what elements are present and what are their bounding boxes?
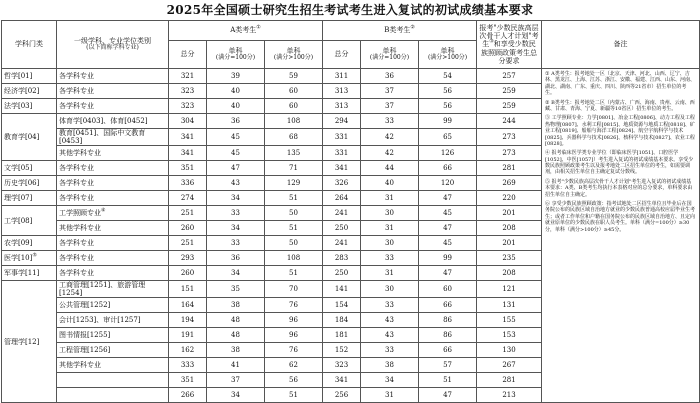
header-major-line1: 一级学科、专业学位类别 — [74, 37, 151, 46]
b-total-cell: 294 — [323, 114, 361, 129]
b-single-100-cell: 33 — [361, 298, 419, 313]
b-total-cell: 313 — [323, 84, 361, 99]
b-single-over-cell: 54 — [419, 69, 477, 84]
major-cell: 各学科专业 — [57, 84, 169, 99]
header-b-group — [323, 21, 477, 41]
major-cell: 各学科专业 — [57, 266, 169, 281]
special-total-cell: 153 — [477, 328, 542, 343]
b-single-over-cell: 57 — [419, 358, 477, 373]
b-single-100-cell: 43 — [361, 328, 419, 343]
a-single-100-cell: 35 — [207, 281, 265, 298]
b-single-100-cell: 37 — [361, 84, 419, 99]
header-discipline: 学科门类 — [2, 21, 57, 69]
a-total-cell: 351 — [169, 161, 207, 176]
a-total-cell: 266 — [169, 388, 207, 403]
b-total-cell: 283 — [323, 251, 361, 266]
special-total-cell: 130 — [477, 343, 542, 358]
a-single-100-cell: 34 — [207, 266, 265, 281]
major-cell — [57, 373, 169, 388]
a-single-over-cell: 51 — [265, 388, 323, 403]
major-cell: 体育学[0403]、体育[0452] — [57, 114, 169, 129]
major-cell: 其他学科专业 — [57, 358, 169, 373]
a-total-cell: 194 — [169, 313, 207, 328]
discipline-cell: 理学[07] — [2, 191, 57, 206]
a-total-cell: 321 — [169, 69, 207, 84]
a-single-over-cell: 108 — [265, 114, 323, 129]
discipline-cell: 管理学[12] — [2, 281, 57, 403]
header-b-single-100-sub: (满分=100分) — [369, 54, 410, 62]
special-total-cell: 281 — [477, 373, 542, 388]
a-single-100-cell: 45 — [207, 129, 265, 146]
a-total-cell: 274 — [169, 191, 207, 206]
a-single-100-cell: 47 — [207, 161, 265, 176]
b-total-cell: 250 — [323, 266, 361, 281]
a-total-cell: 162 — [169, 343, 207, 358]
header-row-top — [2, 21, 700, 41]
header-major-line2: (以下简称学科专业) — [86, 44, 139, 52]
header-a-group — [169, 21, 323, 41]
header-a-single-100-sub: (满分=100分) — [215, 54, 256, 62]
special-total-cell: 269 — [477, 176, 542, 191]
special-total-cell: 201 — [477, 206, 542, 221]
major-cell: 各学科专业 — [57, 69, 169, 84]
b-single-100-cell: 30 — [361, 281, 419, 298]
b-single-over-cell: 66 — [419, 298, 477, 313]
header-b-single-100-label: 单科 — [382, 47, 397, 56]
b-single-over-cell: 99 — [419, 251, 477, 266]
major-cell: 各学科专业 — [57, 236, 169, 251]
a-single-over-cell: 108 — [265, 251, 323, 266]
a-single-over-cell: 50 — [265, 236, 323, 251]
major-cell: 工程管理[1256] — [57, 343, 169, 358]
special-total-cell: 281 — [477, 161, 542, 176]
discipline-cell: 农学[09] — [2, 236, 57, 251]
note-2: ② B类考生：报考地处二区（内蒙古、广西、海南、贵州、云南、西藏、甘肃、青海、宁夏、新疆等10省区）招生单位的考生。 — [545, 99, 695, 112]
a-total-cell: 191 — [169, 328, 207, 343]
major-label: 工学照顾专业 — [59, 209, 101, 218]
header-a-single-over — [265, 41, 323, 69]
header-b-single-over — [419, 41, 477, 69]
b-single-100-cell: 30 — [361, 236, 419, 251]
note-5: ⑤ 报考"少数民族高层次骨干人才计划"考生进入复试的初试成绩基本要求：A类、B类考生均执行本表格对应的总分要求，单科要求由招生单位自主确定。 — [545, 178, 693, 198]
special-total-cell: 259 — [477, 84, 542, 99]
header-a-single-over-label: 单科 — [286, 47, 301, 56]
major-cell — [57, 388, 169, 403]
header-b-single-100 — [361, 41, 419, 69]
special-total-cell: 267 — [477, 358, 542, 373]
header-a-total: 总分 — [169, 41, 207, 69]
b-single-over-cell: 65 — [419, 129, 477, 146]
b-single-100-cell: 31 — [361, 388, 419, 403]
b-single-100-cell: 42 — [361, 129, 419, 146]
a-single-100-cell: 48 — [207, 328, 265, 343]
special-total-cell: 121 — [477, 281, 542, 298]
a-single-over-cell: 135 — [265, 146, 323, 161]
b-total-cell: 184 — [323, 313, 361, 328]
a-total-cell: 304 — [169, 114, 207, 129]
a-single-100-cell: 48 — [207, 313, 265, 328]
a-total-cell: 323 — [169, 84, 207, 99]
b-single-over-cell: 51 — [419, 373, 477, 388]
header-b-group-sup: ② — [410, 25, 415, 32]
a-total-cell: 260 — [169, 266, 207, 281]
note-1: ① A类考生：报考地处一区（北京、天津、河北、山西、辽宁、吉林、黑龙江、上海、江苏、浙江、安徽、福建、江西、山东、河南、湖北、湖南、广东、重庆、四川、陕西等21省市）招生单位的考生。 — [545, 71, 696, 97]
major-sup: ④ — [101, 207, 106, 214]
a-total-cell: 341 — [169, 129, 207, 146]
b-total-cell: 326 — [323, 176, 361, 191]
a-single-100-cell: 37 — [207, 373, 265, 388]
b-total-cell: 341 — [323, 161, 361, 176]
a-single-over-cell: 76 — [265, 343, 323, 358]
b-total-cell: 250 — [323, 221, 361, 236]
a-single-over-cell: 71 — [265, 161, 323, 176]
b-single-over-cell: 47 — [419, 266, 477, 281]
major-cell: 各学科专业 — [57, 161, 169, 176]
b-single-100-cell: 38 — [361, 358, 419, 373]
a-single-100-cell: 34 — [207, 191, 265, 206]
discipline-cell: 军事学[11] — [2, 266, 57, 281]
special-total-cell: 201 — [477, 236, 542, 251]
b-total-cell: 241 — [323, 206, 361, 221]
discipline-cell: 文学[05] — [2, 161, 57, 176]
a-single-over-cell: 51 — [265, 266, 323, 281]
b-single-over-cell: 45 — [419, 206, 477, 221]
special-total-cell: 259 — [477, 99, 542, 114]
a-single-100-cell: 41 — [207, 358, 265, 373]
score-table — [1, 20, 700, 403]
a-single-over-cell: 96 — [265, 313, 323, 328]
a-single-100-cell: 34 — [207, 221, 265, 236]
b-single-100-cell: 42 — [361, 146, 419, 161]
b-single-100-cell: 34 — [361, 373, 419, 388]
b-total-cell: 152 — [323, 343, 361, 358]
special-total-cell: 208 — [477, 221, 542, 236]
b-single-100-cell: 36 — [361, 69, 419, 84]
header-major — [57, 21, 169, 69]
b-total-cell: 311 — [323, 69, 361, 84]
a-total-cell: 151 — [169, 281, 207, 298]
a-total-cell: 293 — [169, 251, 207, 266]
b-total-cell: 256 — [323, 388, 361, 403]
b-single-over-cell: 66 — [419, 161, 477, 176]
b-single-over-cell: 120 — [419, 176, 477, 191]
a-single-over-cell: 51 — [265, 221, 323, 236]
a-total-cell: 164 — [169, 298, 207, 313]
a-single-100-cell: 39 — [207, 69, 265, 84]
special-total-cell: 257 — [477, 69, 542, 84]
b-single-100-cell: 31 — [361, 191, 419, 206]
a-single-over-cell: 62 — [265, 358, 323, 373]
major-cell: 各学科专业 — [57, 176, 169, 191]
a-single-over-cell: 70 — [265, 281, 323, 298]
special-total-cell: 235 — [477, 251, 542, 266]
b-total-cell: 154 — [323, 298, 361, 313]
b-total-cell: 341 — [323, 373, 361, 388]
special-total-cell: 208 — [477, 266, 542, 281]
discipline-sup: ⑤ — [32, 252, 37, 259]
a-single-over-cell: 68 — [265, 129, 323, 146]
a-total-cell: 341 — [169, 146, 207, 161]
header-special-sup: ③ — [489, 39, 494, 46]
b-single-100-cell: 33 — [361, 251, 419, 266]
special-total-cell: 155 — [477, 313, 542, 328]
a-single-100-cell: 38 — [207, 343, 265, 358]
major-cell: 公共管理[1252] — [57, 298, 169, 313]
a-single-100-cell: 34 — [207, 388, 265, 403]
header-special-tail: 和享受少数民族照顾政策考生总分要求 — [481, 40, 538, 65]
page-title: 2025年全国硕士研究生招生考试考生进入复试的初试成绩基本要求 — [166, 3, 534, 17]
b-total-cell: 331 — [323, 146, 361, 161]
header-b-single-over-sub: (满分>100分) — [427, 54, 468, 62]
discipline-cell: 哲学[01] — [2, 69, 57, 84]
discipline-cell: 历史学[06] — [2, 176, 57, 191]
a-single-100-cell: 40 — [207, 99, 265, 114]
major-cell: 其他学科专业 — [57, 221, 169, 236]
special-total-cell: 220 — [477, 191, 542, 206]
b-single-100-cell: 43 — [361, 313, 419, 328]
major-cell — [57, 206, 169, 221]
special-total-cell: 273 — [477, 129, 542, 146]
b-single-over-cell: 86 — [419, 328, 477, 343]
a-single-100-cell: 33 — [207, 236, 265, 251]
a-total-cell: 251 — [169, 206, 207, 221]
a-single-over-cell: 50 — [265, 206, 323, 221]
b-single-over-cell: 45 — [419, 236, 477, 251]
a-total-cell: 333 — [169, 358, 207, 373]
special-total-cell: 273 — [477, 146, 542, 161]
b-single-over-cell: 56 — [419, 84, 477, 99]
b-total-cell: 181 — [323, 328, 361, 343]
b-total-cell: 141 — [323, 281, 361, 298]
b-single-100-cell: 30 — [361, 206, 419, 221]
b-single-100-cell: 37 — [361, 99, 419, 114]
b-single-100-cell: 44 — [361, 161, 419, 176]
a-single-100-cell: 38 — [207, 298, 265, 313]
b-total-cell: 241 — [323, 236, 361, 251]
special-total-cell: 131 — [477, 298, 542, 313]
a-single-over-cell: 76 — [265, 298, 323, 313]
special-total-cell: 213 — [477, 388, 542, 403]
a-single-over-cell: 56 — [265, 373, 323, 388]
a-single-over-cell: 59 — [265, 69, 323, 84]
a-single-over-cell: 129 — [265, 176, 323, 191]
table-row — [2, 69, 700, 84]
b-single-over-cell: 47 — [419, 388, 477, 403]
a-single-100-cell: 33 — [207, 206, 265, 221]
header-notes: 备注 — [542, 21, 700, 69]
b-single-100-cell: 40 — [361, 176, 419, 191]
b-single-100-cell: 33 — [361, 343, 419, 358]
note-3: ③ 工学照顾专业：力学[0801]、冶金工程[0806]、动力工程及工程热物理[0807]、水利工程[0815]、地质资源与地质工程[0818]、矿业工程[0819]、船舶与海洋工程[0824]、航空宇航科学与技术[0825]、兵器科学与技术[0826]、核科学与技术[0827]、农业工程[0828]。 — [545, 115, 695, 147]
note-4: ④ 报考临床医学类专业学位（即临床医学[1051]、口腔医学[1052]、中医[1057]）考生进入复试的初试成绩基本要求。享受少数民族照顾政策考生以及报考地处二区招生单位的考生，如需要调剂，由相关招生单位自主确定复试分数线。 — [545, 150, 694, 176]
a-single-100-cell: 45 — [207, 146, 265, 161]
b-total-cell: 323 — [323, 358, 361, 373]
b-single-over-cell: 60 — [419, 281, 477, 298]
a-single-over-cell: 51 — [265, 191, 323, 206]
major-cell: 各学科专业 — [57, 251, 169, 266]
discipline-cell: 工学[08] — [2, 206, 57, 236]
discipline-cell: 教育学[04] — [2, 114, 57, 161]
discipline-label: 医学[10] — [4, 254, 33, 263]
header-b-total: 总分 — [323, 41, 361, 69]
a-total-cell: 351 — [169, 373, 207, 388]
discipline-cell: 法学[03] — [2, 99, 57, 114]
header-b-group-label: B类考生 — [384, 26, 411, 35]
b-total-cell: 264 — [323, 191, 361, 206]
b-single-100-cell: 31 — [361, 221, 419, 236]
b-single-over-cell: 47 — [419, 191, 477, 206]
major-cell: 图书情报[1255] — [57, 328, 169, 343]
a-single-100-cell: 40 — [207, 84, 265, 99]
b-total-cell: 313 — [323, 99, 361, 114]
b-single-over-cell: 86 — [419, 313, 477, 328]
major-cell: 各学科专业 — [57, 191, 169, 206]
major-cell: 各学科专业 — [57, 99, 169, 114]
major-cell: 工商管理[1251]、旅游管理[1254] — [57, 281, 169, 298]
major-cell: 其他学科专业 — [57, 146, 169, 161]
b-single-over-cell: 126 — [419, 146, 477, 161]
header-a-group-sup: ① — [256, 25, 261, 32]
header-a-single-100-label: 单科 — [228, 47, 243, 56]
b-single-over-cell: 66 — [419, 343, 477, 358]
b-single-100-cell: 33 — [361, 114, 419, 129]
special-total-cell: 244 — [477, 114, 542, 129]
b-single-100-cell: 31 — [361, 266, 419, 281]
a-single-100-cell: 36 — [207, 114, 265, 129]
header-a-single-over-sub: (满分>100分) — [273, 54, 314, 62]
notes-cell — [542, 69, 700, 403]
a-single-over-cell: 60 — [265, 99, 323, 114]
a-single-over-cell: 96 — [265, 328, 323, 343]
header-b-single-over-label: 单科 — [440, 47, 455, 56]
b-single-over-cell: 99 — [419, 114, 477, 129]
major-cell: 会计[1253]、审计[1257] — [57, 313, 169, 328]
a-total-cell: 336 — [169, 176, 207, 191]
major-cell: 教育[0451]、国际中文教育[0453] — [57, 129, 169, 146]
note-6: ⑥ 享受少数民族照顾政策：指考试地处二区招生单位且毕业后在国务院公布的民族区域自治地方就业的少数民族普通高校应届毕业生考生；或者工作单位和户籍在国务院公布的民族区域自治地方、且定向就业原单位的少数民族在职人员考生。单科（满分=100分）≥30分，单科（满分>100分）≥45分。 — [545, 201, 696, 233]
discipline-cell: 经济学[02] — [2, 84, 57, 99]
b-single-over-cell: 47 — [419, 221, 477, 236]
a-single-100-cell: 36 — [207, 251, 265, 266]
discipline-cell — [2, 251, 57, 266]
a-total-cell: 251 — [169, 236, 207, 251]
header-a-single-100 — [207, 41, 265, 69]
a-total-cell: 260 — [169, 221, 207, 236]
b-single-over-cell: 56 — [419, 99, 477, 114]
header-a-group-label: A类考生 — [230, 26, 257, 35]
a-total-cell: 323 — [169, 99, 207, 114]
b-total-cell: 331 — [323, 129, 361, 146]
a-single-100-cell: 43 — [207, 176, 265, 191]
header-special-label: 报考"少数民族高层次骨干人才计划"考生 — [479, 24, 539, 49]
header-special — [477, 21, 542, 69]
a-single-over-cell: 60 — [265, 84, 323, 99]
